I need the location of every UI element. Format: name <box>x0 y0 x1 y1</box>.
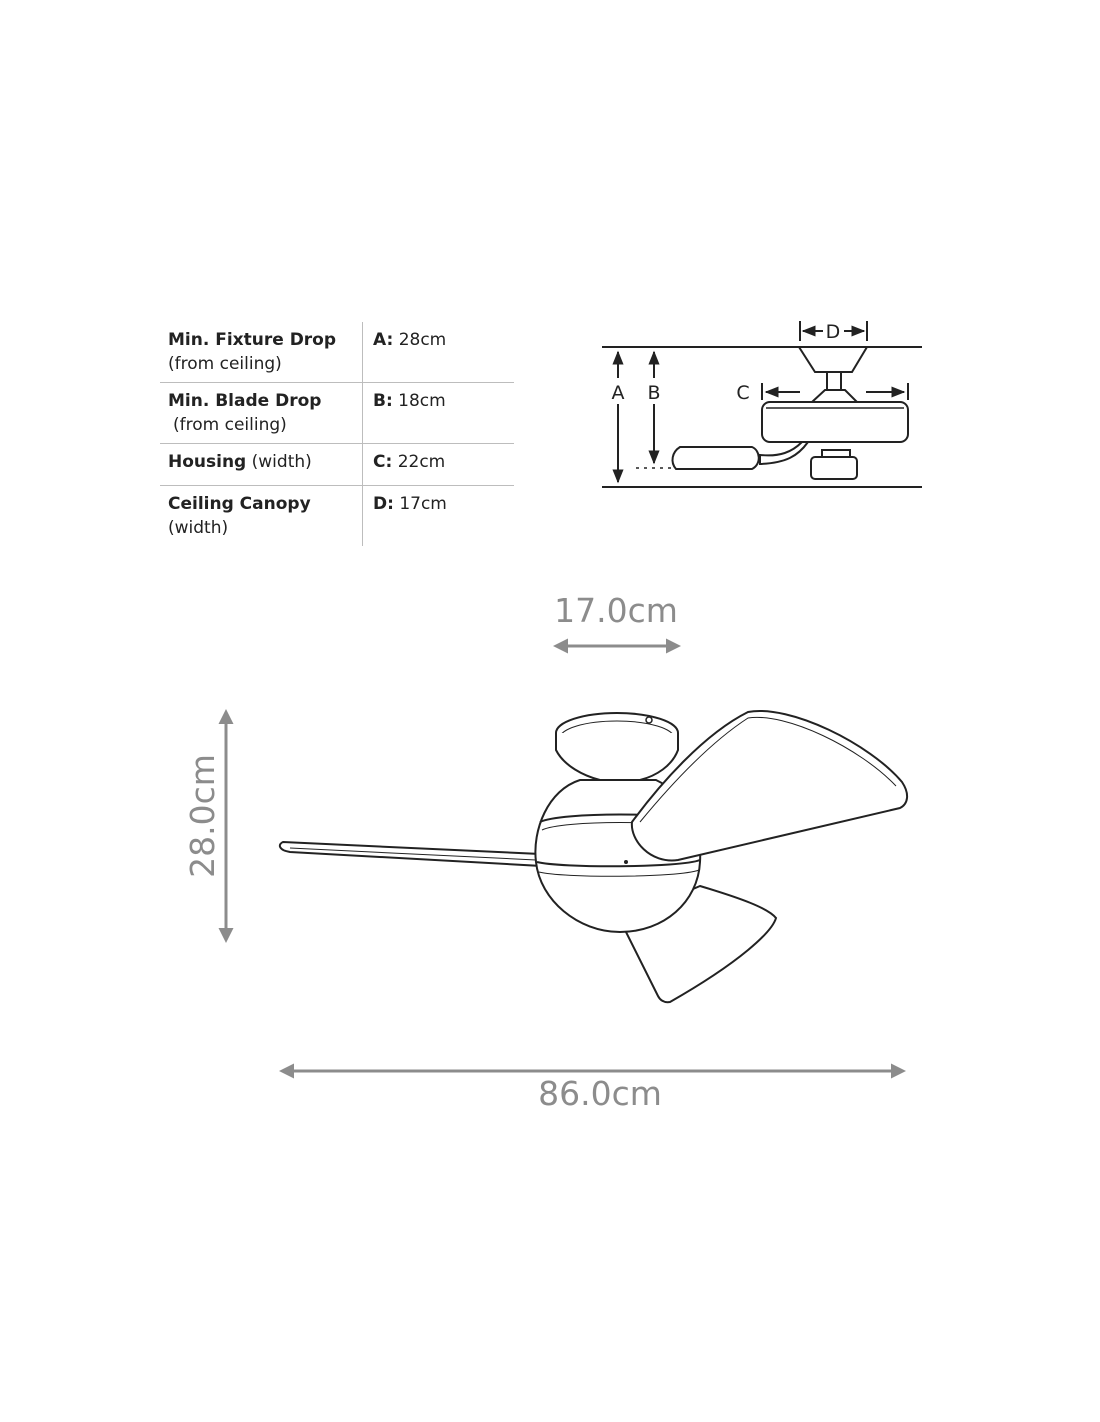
row-label: Housing <box>168 452 247 472</box>
label-b: B <box>647 382 661 404</box>
row-label: Min. Blade Drop <box>168 391 322 411</box>
span-label: 86.0cm <box>538 1074 662 1113</box>
canopy-width-label: 17.0cm <box>554 591 678 630</box>
canopy-base <box>556 733 678 780</box>
row-sublabel: (from ceiling) <box>173 415 287 435</box>
row-value: 22cm <box>397 452 446 472</box>
row-letter: B: <box>373 391 393 411</box>
label-a: A <box>611 382 625 404</box>
row-letter: D: <box>373 494 394 514</box>
row-letter: A: <box>373 330 394 350</box>
label-c: C <box>736 382 750 404</box>
row-sublabel: (from ceiling) <box>168 354 282 374</box>
row-value: 18cm <box>398 391 446 411</box>
canopy-screw-icon <box>646 717 652 723</box>
row-letter: C: <box>373 452 393 472</box>
label-d: D <box>825 321 841 343</box>
row-value: 17cm <box>399 494 447 514</box>
row-label: Ceiling Canopy <box>168 494 311 514</box>
row-value: 28cm <box>398 330 447 350</box>
row-sublabel: (width) <box>168 518 229 538</box>
row-label: Min. Fixture Drop <box>168 330 337 350</box>
row-label-suffix: (width) <box>251 452 312 472</box>
height-label: 28.0cm <box>183 754 222 878</box>
